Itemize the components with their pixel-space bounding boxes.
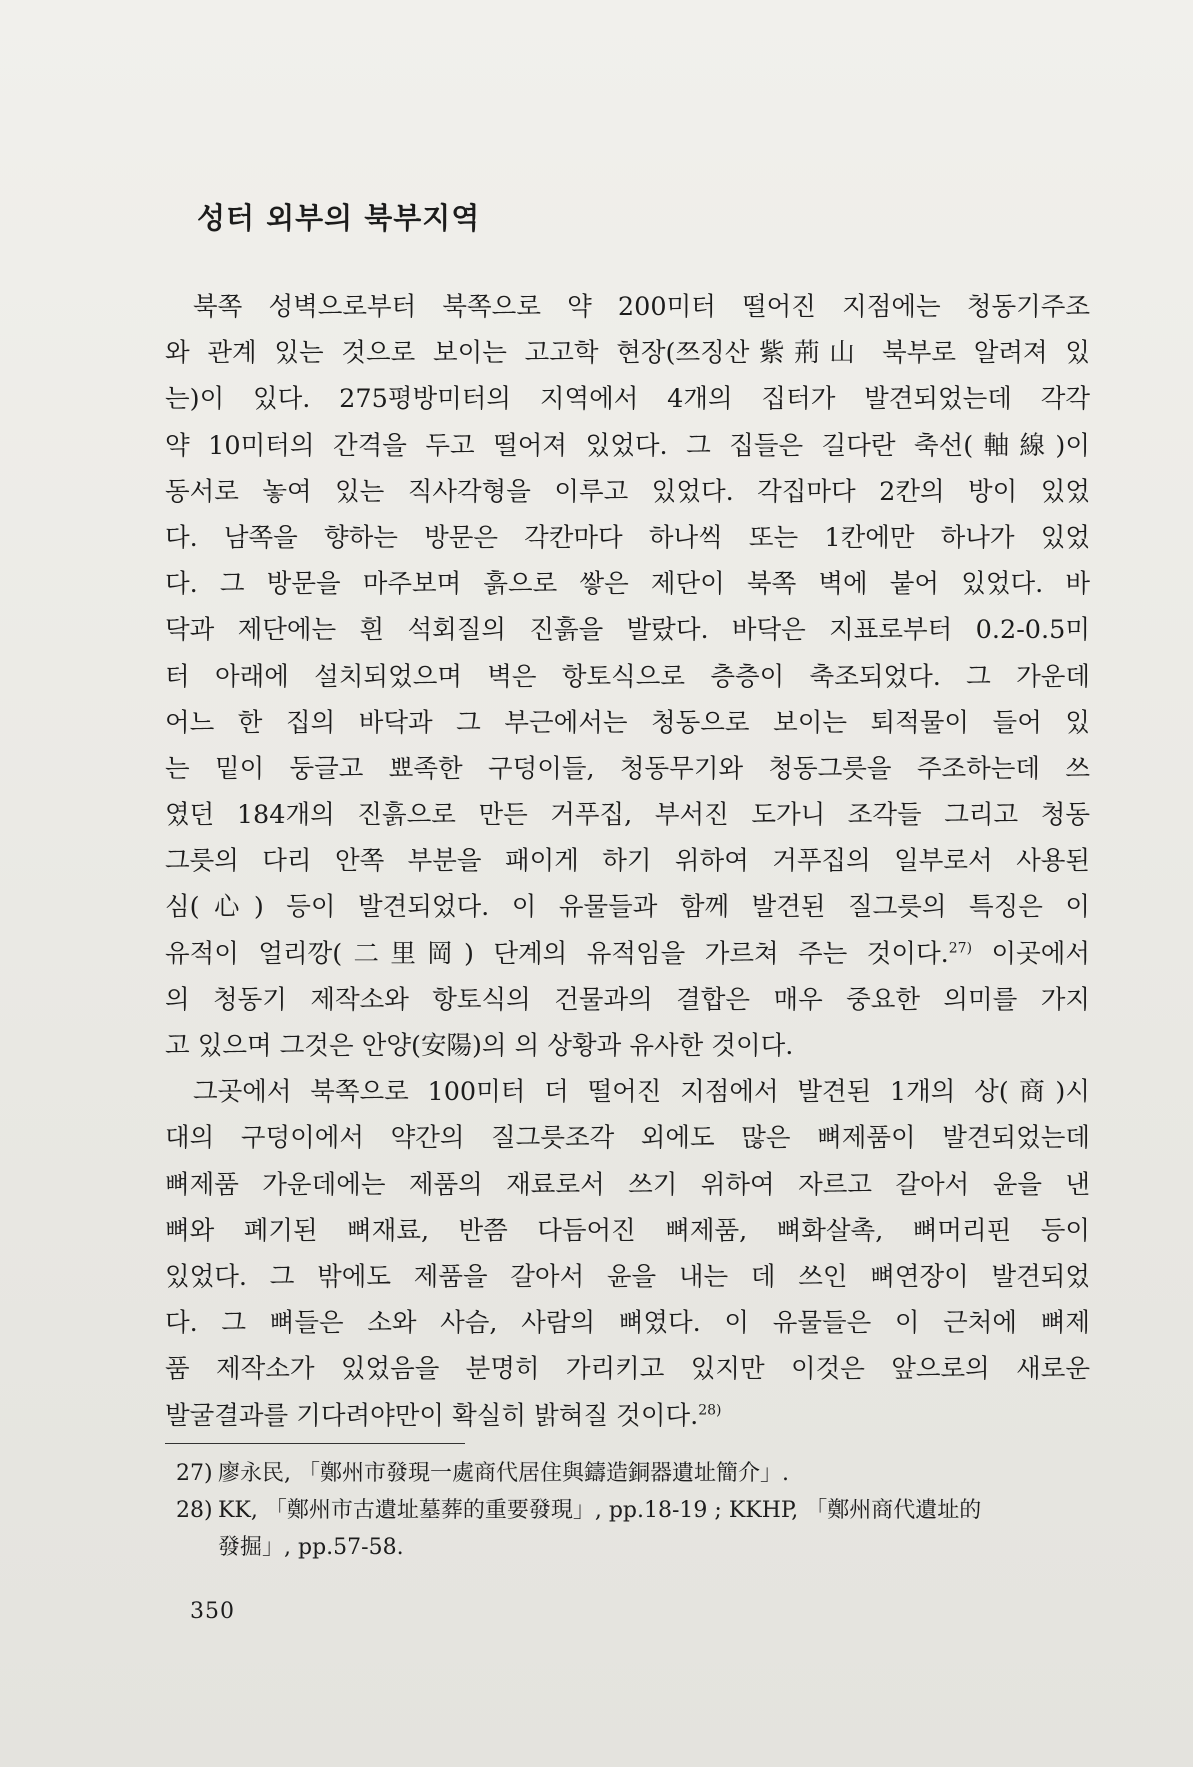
body-text xyxy=(165,284,1090,1439)
footnotes xyxy=(176,1455,1096,1566)
text-segment: 발굴결과를 기다려야만이 확실히 밝혀질 것이다. xyxy=(165,1400,699,1431)
footnote-text xyxy=(218,1492,1096,1566)
text-line: 뼈와 폐기된 뼈재료, 반쯤 다듬어진 뼈제품, 뼈화살촉, 뼈머리핀 등이 xyxy=(165,1215,1090,1246)
text-line: 다. 그 방문을 마주보며 흙으로 쌓은 제단이 북쪽 벽에 붙어 있었다. 바 xyxy=(165,569,1090,600)
footnote-text-line: 發掘」, pp.57-58. xyxy=(218,1535,404,1560)
footnote-divider xyxy=(165,1443,465,1444)
footnote-number: 28) xyxy=(176,1498,213,1523)
footnote-text: 廖永民, 「鄭州市發現一處商代居住與鑄造銅器遺址簡介」. xyxy=(218,1461,789,1486)
text-line: 터 아래에 설치되었으며 벽은 항토식으로 층층이 축조되었다. 그 가운데 xyxy=(165,661,1090,692)
paragraph-1 xyxy=(165,284,1090,1069)
text-segment: 이곳에서 xyxy=(972,938,1090,969)
text-line: 약 10미터의 간격을 두고 떨어져 있었다. 그 집들은 길다란 축선(軸線)이 xyxy=(165,430,1090,461)
text-line: 동서로 놓여 있는 직사각형을 이루고 있었다. 각집마다 2칸의 방이 있었 xyxy=(165,476,1090,507)
text-line: 품 제작소가 있었음을 분명히 가리키고 있지만 이것은 앞으로의 새로운 xyxy=(165,1354,1090,1385)
footnote-text-line: KK, 「鄭州市古遺址墓葬的重要發現」, pp.18-19 ; KKHP, 「鄭州商代遺址的 xyxy=(218,1498,982,1523)
footnote-number: 27) xyxy=(176,1461,213,1486)
text-line: 어느 한 집의 바닥과 그 부근에서는 청동으로 보이는 퇴적물이 들어 있 xyxy=(165,707,1090,738)
text-line: 다. 그 뼈들은 소와 사슴, 사람의 뼈였다. 이 유물들은 이 근처에 뼈제 xyxy=(165,1308,1090,1339)
text-line: 의 청동기 제작소와 항토식의 건물과의 결합은 매우 중요한 의미를 가지 xyxy=(165,984,1090,1015)
text-line: 닥과 제단에는 흰 석회질의 진흙을 발랐다. 바닥은 지표로부터 0.2-0.5미 xyxy=(165,615,1090,646)
text-line: 고 있으며 그것은 안양(安陽)의 의 상황과 유사한 것이다. xyxy=(165,1031,794,1061)
section-heading: 성터 외부의 북부지역 xyxy=(197,201,481,235)
text-line: 북쪽 성벽으로부터 북쪽으로 약 200미터 떨어진 지점에는 청동기주조 xyxy=(193,292,1090,322)
text-line: 그릇의 다리 안쪽 부분을 패이게 하기 위하여 거푸집의 일부로서 사용된 xyxy=(165,846,1090,877)
footnote-27 xyxy=(176,1455,1096,1492)
text-line: 는)이 있다. 275평방미터의 지역에서 4개의 집터가 발견되었는데 각각 xyxy=(165,384,1090,415)
footnote-ref-27[interactable]: 27) xyxy=(948,940,973,957)
text-line: 심(心) 등이 발견되었다. 이 유물들과 함께 발견된 질그릇의 특징은 이 xyxy=(165,892,1090,923)
text-line: 있었다. 그 밖에도 제품을 갈아서 윤을 내는 데 쓰인 뼈연장이 발견되었 xyxy=(165,1261,1090,1292)
text-line: 와 관계 있는 것으로 보이는 고고학 현장(쯔징산紫荊山 북부로 알려져 있 xyxy=(165,338,1090,369)
text-line: 였던 184개의 진흙으로 만든 거푸집, 부서진 도가니 조각들 그리고 청동 xyxy=(165,800,1090,831)
text-line: 다. 남쪽을 향하는 방문은 각칸마다 하나씩 또는 1칸에만 하나가 있었 xyxy=(165,522,1090,553)
footnote-28 xyxy=(176,1492,1096,1566)
text-line-with-footnote xyxy=(165,931,1090,977)
text-segment: 유적이 얼리깡(二里岡) 단계의 유적임을 가르쳐 주는 것이다. xyxy=(165,938,949,969)
text-line: 그곳에서 북쪽으로 100미터 더 떨어진 지점에서 발견된 1개의 상(商)시 xyxy=(193,1077,1090,1108)
paragraph-2 xyxy=(165,1069,1090,1439)
text-line: 뼈제품 가운데에는 제품의 재료로서 쓰기 위하여 자르고 갈아서 윤을 낸 xyxy=(165,1169,1090,1200)
page-number: 350 xyxy=(190,1599,235,1624)
text-line: 대의 구덩이에서 약간의 질그릇조각 외에도 많은 뼈제품이 발견되었는데 xyxy=(165,1123,1090,1154)
text-line: 는 밑이 둥글고 뾰족한 구덩이들, 청동무기와 청동그릇을 주조하는데 쓰 xyxy=(165,753,1090,784)
footnote-ref-28[interactable]: 28) xyxy=(698,1402,722,1418)
text-line-with-footnote xyxy=(165,1393,1090,1439)
